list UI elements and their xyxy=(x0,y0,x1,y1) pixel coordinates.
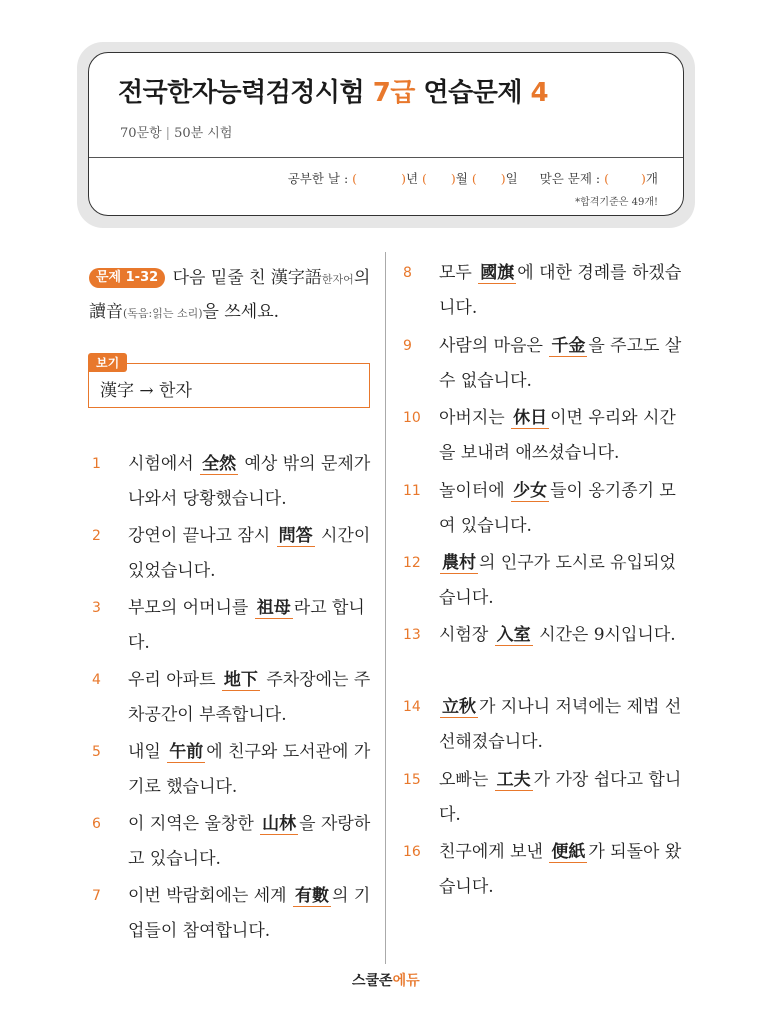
instruction: 문제 1-32 다음 밑줄 친 漢字語한자어의 讀音(독음:읽는 소리)을 쓰세요. xyxy=(89,268,371,322)
underlined-hanja: 祖母 xyxy=(256,598,291,618)
underlined-hanja: 國旗 xyxy=(480,263,515,283)
example-text: 漢字 → 한자 xyxy=(100,381,192,401)
underlined-hanja: 便紙 xyxy=(551,842,586,862)
underlined-hanja: 農村 xyxy=(442,553,476,573)
underlined-hanja: 入室 xyxy=(496,625,531,645)
test-info: 70문항 | 50분 시험 xyxy=(120,126,233,141)
underlined-hanja: 地下 xyxy=(223,670,258,690)
question-15: 15 오빠는 工夫 가 가장 쉽다고 합니다. xyxy=(403,770,682,825)
question-4: 4 우리 아파트 地下 주차장에는 주차공간이 부족합니다. xyxy=(92,670,371,725)
question-5: 5 내일 午前 에 친구와 도서관에 가기로 했습니다. xyxy=(92,742,371,797)
question-9: 9 사람의 마음은 千金 을 주고도 살 수 없습니다. xyxy=(403,336,682,391)
question-12: 12 農村 의 인구가 도시로 유입되었습니다. xyxy=(403,553,676,608)
study-date-line: 공부한 날 : ( )년 ( )월 ( )일 맞은 문제 : ( )개 xyxy=(287,171,658,186)
underlined-hanja: 有數 xyxy=(295,886,330,906)
header-divider xyxy=(89,157,683,158)
page-title: 전국한자능력검정시험 7급 연습문제 4 xyxy=(118,78,549,108)
column-divider xyxy=(385,252,386,964)
underlined-hanja: 山林 xyxy=(262,814,297,834)
underlined-hanja: 全然 xyxy=(202,454,237,474)
example-tag: 보기 xyxy=(88,353,127,372)
question-8: 8 모두 國旗 에 대한 경례를 하겠습니다. xyxy=(403,263,682,318)
question-7: 7 이번 박람회에는 세계 有數 의 기업들이 참여합니다. xyxy=(92,886,371,941)
problem-range-badge: 문제 1-32 xyxy=(89,268,165,288)
underlined-hanja: 午前 xyxy=(169,742,204,762)
underlined-hanja: 問答 xyxy=(278,526,313,546)
underlined-hanja: 千金 xyxy=(551,336,586,356)
question-14: 14 立秋 가 지나니 저녁에는 제법 선선해졌습니다. xyxy=(403,697,682,752)
question-3: 3 부모의 어머니를 祖母 라고 합니다. xyxy=(92,598,365,653)
underlined-hanja: 工夫 xyxy=(496,770,531,790)
question-10: 10 아버지는 休日 이면 우리와 시간을 보내려 애쓰셨습니다. xyxy=(403,408,676,463)
question-6: 6 이 지역은 울창한 山林 을 자랑하고 있습니다. xyxy=(92,814,371,869)
question-16: 16 친구에게 보낸 便紙 가 되돌아 왔습니다. xyxy=(403,842,682,897)
question-11: 11 놀이터에 少女 들이 옹기종기 모여 있습니다. xyxy=(403,481,676,536)
question-2: 2 강연이 끝나고 잠시 問答 시간이 있었습니다. xyxy=(92,526,371,581)
question-13: 13 시험장 入室 시간은 9시입니다. xyxy=(403,625,676,645)
publisher-logo: 스쿨존에듀 xyxy=(352,973,420,989)
underlined-hanja: 立秋 xyxy=(442,697,476,717)
pass-criteria-note: *합격기준은 49개! xyxy=(575,197,658,208)
underlined-hanja: 休日 xyxy=(513,408,548,428)
underlined-hanja: 少女 xyxy=(513,481,548,501)
question-1: 1 시험에서 全然 예상 밖의 문제가 나와서 당황했습니다. xyxy=(92,454,371,509)
